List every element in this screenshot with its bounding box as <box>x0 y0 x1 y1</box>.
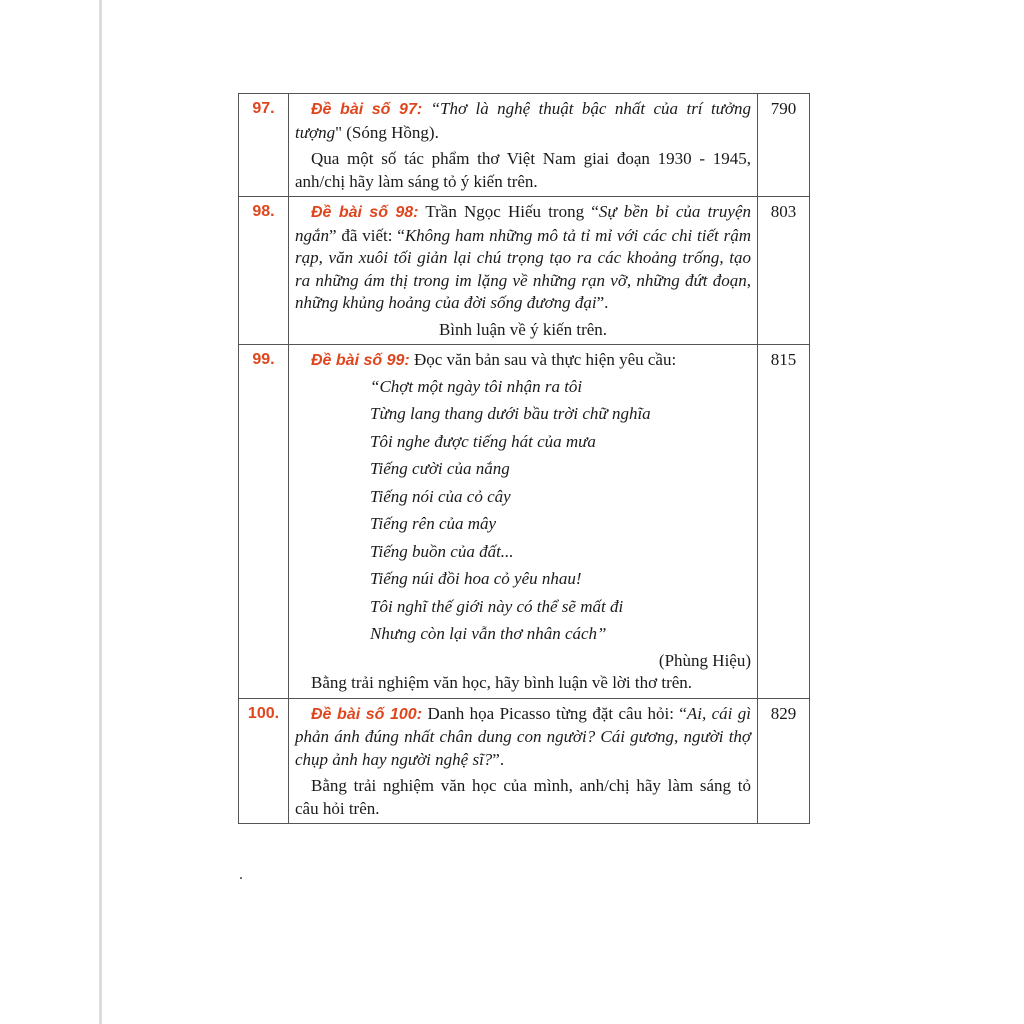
question-statement <box>295 703 751 772</box>
quote: Không ham những mô tả tỉ mỉ với các chi tiết rậm rạp, văn xuôi tối giản lại chú trọng tạo ra các khoảng trống, tạo ra những ám thị trong im lặng về những rạn vỡ, những đứt đoạn, những khủng hoảng của đời sống đương đại <box>295 225 751 312</box>
poem-excerpt <box>370 373 751 648</box>
poem-line: Tiếng rên của mây <box>370 514 497 533</box>
question-statement <box>295 98 751 144</box>
intro-text: Đọc văn bản sau và thực hiện yêu cầu: <box>409 350 677 369</box>
poem-line: Tôi nghĩ thế giới này có thể sẽ mất đi <box>370 596 624 616</box>
said-text: ” đã viết: “ <box>329 225 405 245</box>
table-row <box>239 94 810 197</box>
quote-close: ”. <box>596 293 609 312</box>
item-content <box>289 698 758 824</box>
poem-line: Tiếng núi đồi hoa cỏ yêu nhau! <box>370 569 582 588</box>
quote-source: " (Sóng Hồng). <box>335 122 439 142</box>
quote-close: ”. <box>492 749 505 769</box>
item-number: 100. <box>239 698 289 824</box>
question-label: Đề bài số 97: <box>311 101 423 118</box>
poem-line: Tiếng nói của cỏ cây <box>370 486 511 506</box>
question-prompt: Qua một số tác phẩm thơ Việt Nam giai đoạn 1930 - 1945, anh/chị hãy làm sáng tỏ ý kiến trên. <box>295 149 751 191</box>
page-number: 790 <box>758 94 810 197</box>
poem-line: Tiếng cười của nắng <box>370 459 510 478</box>
intro-text: Danh họa Picasso từng đặt câu hỏi: “ <box>422 703 687 723</box>
poem-line: Tôi nghe được tiếng hát của mưa <box>370 431 596 451</box>
poem-line: Từng lang thang dưới bầu trời chữ nghĩa <box>370 404 651 423</box>
quote: Ai, cái gì phản ánh đúng nhất chân dung con người? Cái gương, người thợ chụp ảnh hay người nghệ sĩ? <box>295 703 751 769</box>
item-number: 99. <box>239 345 289 699</box>
question-prompt: Bằng trải nghiệm văn học, hãy bình luận về lời thơ trên. <box>311 673 693 692</box>
item-content <box>289 94 758 197</box>
page-edge-rule <box>99 0 102 1024</box>
question-label: Đề bài số 98: <box>311 204 419 221</box>
item-number: 98. <box>239 197 289 345</box>
page-number: 815 <box>758 345 810 699</box>
quote: “Thơ là nghệ thuật bậc nhất của trí tưởng tượng <box>295 99 752 142</box>
question-prompt: Bằng trải nghiệm văn học của mình, anh/chị hãy làm sáng tỏ câu hỏi trên. <box>295 776 751 818</box>
table-row <box>239 345 810 699</box>
poem-line: Nhưng còn lại vẫn thơ nhân cách” <box>370 624 607 643</box>
question-statement <box>295 349 751 373</box>
trailing-mark: . <box>239 866 243 883</box>
table-row <box>239 197 810 345</box>
question-prompt: Bình luận về ý kiến trên. <box>438 319 608 339</box>
question-statement <box>295 201 751 315</box>
poem-line: “Chợt một ngày tôi nhận ra tôi <box>370 376 583 396</box>
question-label: Đề bài số 100: <box>311 705 423 723</box>
poem-line: Tiếng buồn của đất... <box>370 541 514 561</box>
intro-text: Trần Ngọc Hiếu trong “ <box>418 202 599 221</box>
page-number: 803 <box>758 197 810 345</box>
work-title: Sự bền bỉ của truyện ngắn <box>295 202 752 245</box>
item-content <box>289 345 758 699</box>
item-number: 97. <box>239 94 289 197</box>
item-content <box>289 197 758 345</box>
question-label: Đề bài số 99: <box>311 352 410 369</box>
contents-table <box>238 93 810 824</box>
table-row <box>239 698 810 824</box>
poem-author: (Phùng Hiệu) <box>658 650 751 670</box>
page-number: 829 <box>758 698 810 824</box>
